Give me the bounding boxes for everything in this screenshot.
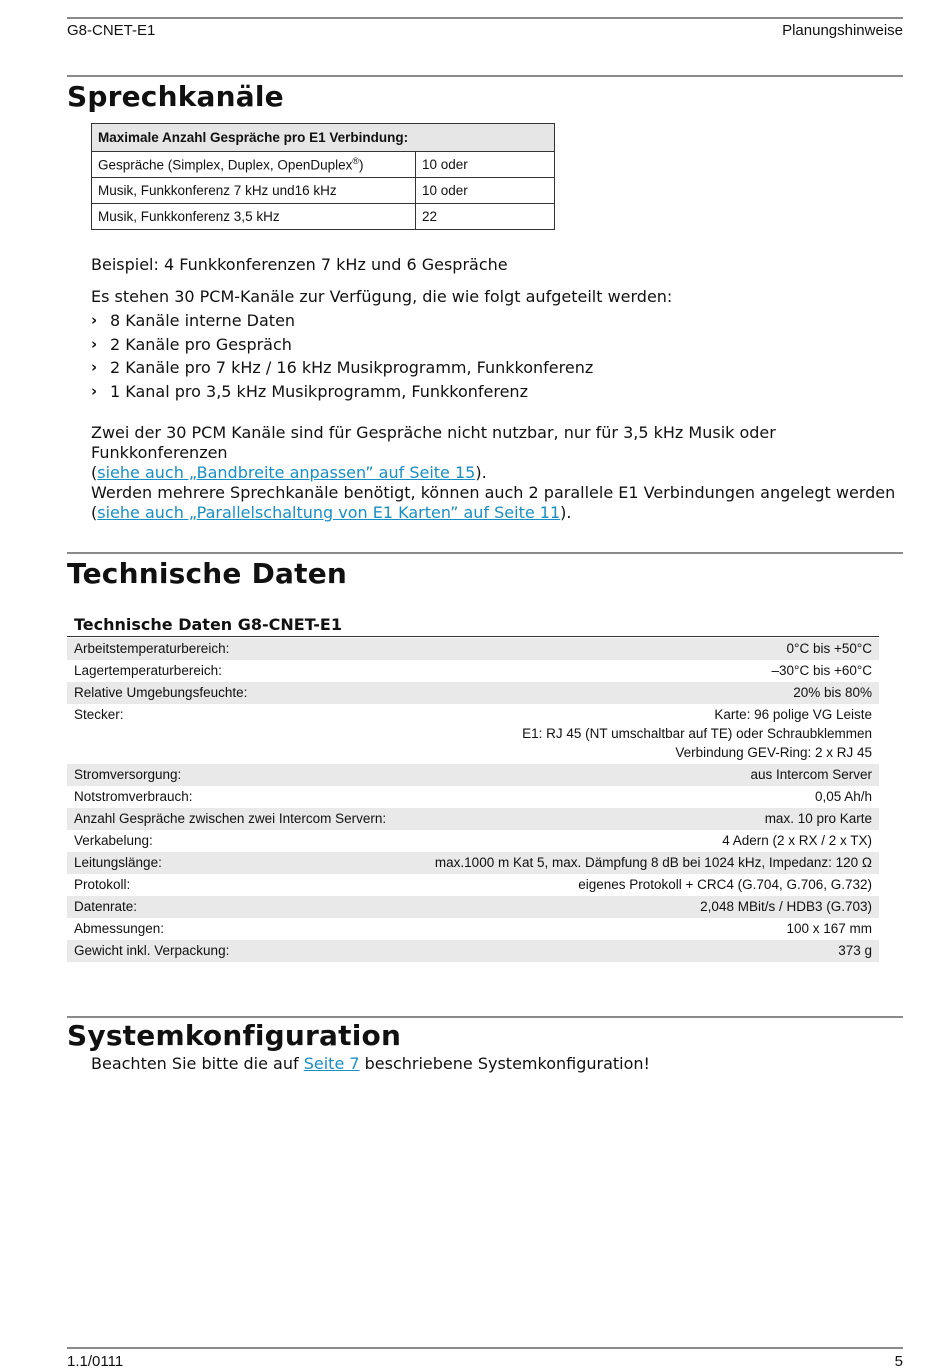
- spec-label: Relative Umgebungsfeuchte:: [67, 682, 408, 704]
- spec-value: 4 Adern (2 x RX / 2 x TX): [722, 833, 872, 848]
- section-rule: [67, 75, 903, 77]
- spec-label: Notstromverbrauch:: [74, 789, 193, 804]
- spec-value: 20% bis 80%: [408, 682, 879, 704]
- spec-value: 373 g: [408, 940, 879, 962]
- spec-label: Verkabelung:: [74, 833, 153, 848]
- table-row: [67, 852, 879, 874]
- table-row: [92, 152, 555, 178]
- chevron-right-icon: ›: [91, 358, 98, 376]
- table-row: [67, 660, 879, 682]
- table-row: [92, 178, 555, 204]
- max-calls-table: [91, 123, 555, 230]
- table-row: [67, 918, 879, 940]
- seite-7-link[interactable]: Seite 7: [303, 1054, 360, 1073]
- spec-label: Lagertemperaturbereich:: [74, 663, 222, 678]
- row-label: Musik, Funkkonferenz 7 kHz und16 kHz: [92, 178, 416, 204]
- footer-rule: [67, 1347, 903, 1349]
- spec-value: max. 10 pro Karte: [408, 808, 879, 830]
- page-number: 5: [894, 1353, 903, 1370]
- example-text: Beispiel: 4 Funkkonferenzen 7 kHz und 6 Gespräche: [91, 255, 508, 274]
- table-row: [67, 704, 879, 764]
- parallelschaltung-link[interactable]: siehe auch „Parallelschaltung von E1 Karten” auf Seite 11: [97, 503, 561, 522]
- spec-value: 0°C bis +50°C: [408, 638, 879, 660]
- channel-list: [91, 309, 903, 403]
- spec-value: –30°C bis +60°C: [771, 663, 872, 678]
- row-value: 22: [416, 204, 555, 230]
- table-row: [67, 940, 879, 962]
- list-item: › 1 Kanal pro 3,5 kHz Musikprogramm, Funkkonferenz: [91, 380, 903, 404]
- spec-value: aus Intercom Server: [408, 764, 879, 786]
- system-config-text: Beachten Sie bitte die auf Seite 7 beschriebene Systemkonfiguration!: [91, 1054, 650, 1073]
- table-row: [92, 204, 555, 230]
- row-label: Gespräche (Simplex, Duplex, OpenDuplex®): [92, 152, 416, 178]
- footer-version: 1.1/0111: [67, 1353, 124, 1370]
- spec-value: 2,048 MBit/s / HDB3 (G.703): [408, 896, 879, 918]
- header-rule: [67, 17, 903, 19]
- section-title-technische-daten: Technische Daten: [67, 557, 348, 590]
- table-row: [67, 874, 879, 896]
- header-doc-id: G8-CNET-E1: [67, 22, 156, 39]
- tech-table-rule: [67, 636, 879, 637]
- section-title-systemkonfiguration: Systemkonfiguration: [67, 1019, 402, 1052]
- section-rule: [67, 552, 903, 554]
- note-paragraph: Zwei der 30 PCM Kanäle sind für Gespräche nicht nutzbar, nur für 3,5 kHz Musik oder Funkkonferenzen (siehe auch „Bandbreite anpassen” auf Seite 15). Werden mehrere Sprechkanäle benötigt, können auch 2 parallele E1 Verbindungen angelegt werden (siehe auch „Parallelschaltung von E1 Karten” auf Seite 11).: [91, 423, 896, 522]
- row-label: Musik, Funkkonferenz 3,5 kHz: [92, 204, 416, 230]
- chevron-right-icon: ›: [91, 334, 98, 353]
- spec-label: Leitungslänge:: [67, 852, 408, 874]
- table-row: [67, 808, 879, 830]
- list-item: › 2 Kanäle pro Gespräch: [91, 333, 903, 357]
- spec-label: Stecker:: [74, 707, 124, 722]
- tech-data-table: [67, 638, 879, 962]
- spec-value: 0,05 Ah/h: [814, 789, 872, 804]
- spec-label: Stromversorgung:: [67, 764, 408, 786]
- table-row: [67, 638, 879, 660]
- spec-label: Anzahl Gespräche zwischen zwei Intercom Servern:: [67, 808, 408, 830]
- header-section: Planungshinweise: [782, 22, 903, 39]
- spec-label: Datenrate:: [67, 896, 408, 918]
- row-value: 10 oder: [416, 152, 555, 178]
- table-heading: Maximale Anzahl Gespräche pro E1 Verbindung:: [92, 124, 555, 152]
- spec-label: Gewicht inkl. Verpackung:: [67, 940, 408, 962]
- list-item: › 8 Kanäle interne Daten: [91, 309, 903, 333]
- section-title-sprechkanaele: Sprechkanäle: [67, 80, 284, 113]
- chevron-right-icon: ›: [91, 311, 98, 329]
- list-item: › 2 Kanäle pro 7 kHz / 16 kHz Musikprogramm, Funkkonferenz: [91, 356, 903, 380]
- table-row: [67, 786, 879, 808]
- row-value: 10 oder: [416, 178, 555, 204]
- page-header: [67, 22, 903, 39]
- page-footer: [67, 1353, 903, 1370]
- spec-label: Protokoll:: [74, 877, 131, 892]
- bandbreite-link[interactable]: siehe auch „Bandbreite anpassen” auf Seite 15: [97, 463, 476, 482]
- spec-value: Karte: 96 polige VG Leiste E1: RJ 45 (NT umschaltbar auf TE) oder Schraubklemmen Verbindung GEV-Ring: 2 x RJ 45: [522, 707, 872, 760]
- table-row: [67, 764, 879, 786]
- table-row: [67, 896, 879, 918]
- chevron-right-icon: ›: [91, 381, 98, 400]
- spec-value: max.1000 m Kat 5, max. Dämpfung 8 dB bei 1024 kHz, Impedanz: 120 Ω: [408, 852, 879, 874]
- spec-label: Abmessungen:: [74, 921, 165, 936]
- tech-table-title: Technische Daten G8-CNET-E1: [74, 615, 342, 634]
- table-row: [67, 682, 879, 704]
- spec-value: 100 x 167 mm: [786, 921, 872, 936]
- table-row: [67, 830, 879, 852]
- spec-value: eigenes Protokoll + CRC4 (G.704, G.706, G.732): [578, 877, 872, 892]
- spec-label: Arbeitstemperaturbereich:: [67, 638, 408, 660]
- section-rule: [67, 1016, 903, 1018]
- intro-text: Es stehen 30 PCM-Kanäle zur Verfügung, die wie folgt aufgeteilt werden:: [91, 287, 673, 306]
